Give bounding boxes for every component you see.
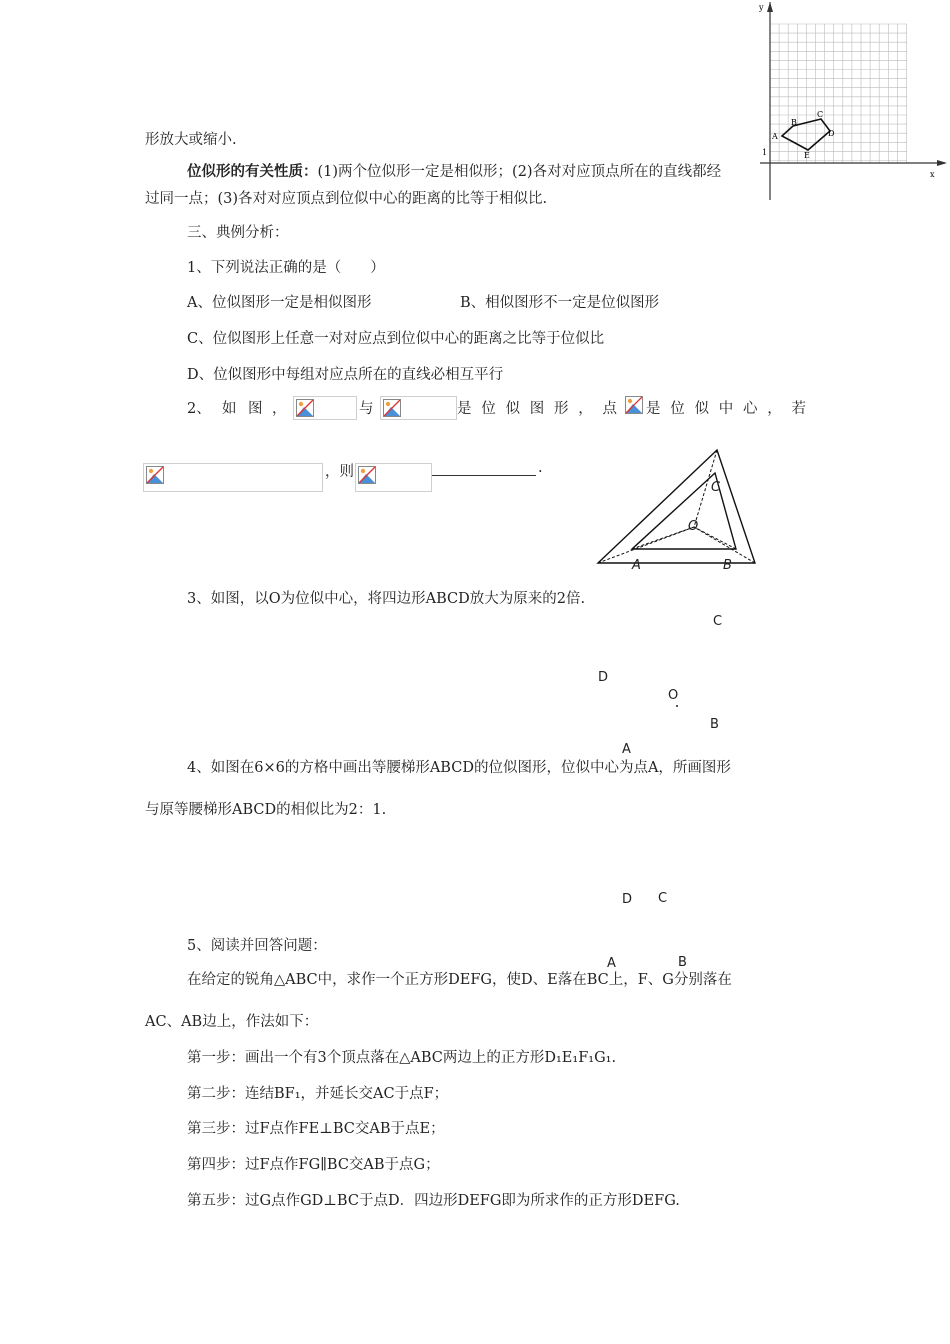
q3-label-a: A <box>622 742 631 757</box>
q1-option-a: A、位似图形一定是相似图形 <box>187 295 372 311</box>
grid-point-a: A <box>772 132 778 141</box>
q2-label-o: O <box>688 519 699 534</box>
grid-point-b: B <box>791 118 797 127</box>
q2-yu: 与 <box>359 401 374 417</box>
q2-answer-blank[interactable] <box>432 475 536 476</box>
image-placeholder-icon <box>625 396 643 414</box>
q2-image-triangle-2 <box>380 396 457 420</box>
grid-point-c: C <box>817 110 824 119</box>
q2-image-point <box>625 396 645 416</box>
properties-title: 位似形的有关性质： <box>187 164 318 180</box>
q4-label-d: D <box>622 892 633 907</box>
q4-label-c: C <box>658 891 668 906</box>
q5-paragraph-2: AC、AB边上，作法如下： <box>145 1014 319 1030</box>
q5-step-4: 第四步：过F点作FG∥BC交AB于点G； <box>187 1157 440 1173</box>
q3-label-b: B <box>710 717 719 732</box>
q4-label-a: A <box>607 956 616 971</box>
q2-is-similar-figure: 是 位 似 图 形 ， 点 <box>457 401 617 417</box>
q1-option-b: B、相似图形不一定是位似图形 <box>460 295 660 311</box>
q4-line-2: 与原等腰梯形ABCD的相似比为2：1. <box>145 802 387 818</box>
q1-stem: 1、下列说法正确的是（ ） <box>187 260 385 276</box>
q2-is-center: 是 位 似 中 心 ， 若 <box>646 401 806 417</box>
x-axis-label: x <box>930 170 935 179</box>
origin-label: 1 <box>762 148 768 157</box>
q3-center-point <box>676 705 678 707</box>
properties-line-1 <box>187 160 721 181</box>
q2-then: ，则 <box>325 464 354 480</box>
q5-step-1: 第一步：画出一个有3个顶点落在△ABC两边上的正方形D₁E₁F₁G₁. <box>187 1050 617 1066</box>
section-title: 三、典例分析： <box>187 225 289 241</box>
y-axis-label: y <box>759 3 764 12</box>
q5-step-5: 第五步：过G点作GD⊥BC于点D．四边形DEFG即为所求作的正方形DEFG. <box>187 1193 680 1209</box>
q5-step-3: 第三步：过F点作FE⊥BC交AB于点E； <box>187 1121 445 1137</box>
image-placeholder-icon <box>146 466 164 484</box>
q3-stem: 3、如图，以O为位似中心，将四边形ABCD放大为原来的2倍. <box>187 591 586 607</box>
q2-word-ru: 如 <box>222 401 237 417</box>
q2-image-triangle-1 <box>293 396 357 420</box>
q2-comma: ， <box>272 401 287 417</box>
q2-image-ratio-question <box>355 463 432 492</box>
q5-paragraph-1: 在给定的锐角△ABC中，求作一个正方形DEFG，使D、E落在BC上，F、G分别落在 <box>187 972 732 988</box>
image-placeholder-icon <box>358 466 376 484</box>
q2-label-a: A <box>632 558 641 573</box>
image-placeholder-icon <box>383 399 401 417</box>
q3-label-o: O <box>668 688 679 703</box>
properties-text-1: (1)两个位似形一定是相似形；(2)各对对应顶点所在的直线都经 <box>317 164 722 180</box>
q3-label-d: D <box>598 670 609 685</box>
q4-label-b: B <box>678 955 687 970</box>
q2-number: 2、 <box>187 401 211 417</box>
image-placeholder-icon <box>296 399 314 417</box>
q3-label-c: C <box>713 614 723 629</box>
properties-line-2: 过同一点；(3)各对对应顶点到位似中心的距离的比等于相似比. <box>145 191 548 207</box>
q4-line-1: 4、如图在6×6的方格中画出等腰梯形ABCD的位似图形，位似中心为点A，所画图形 <box>187 760 731 776</box>
q5-stem: 5、阅读并回答问题： <box>187 938 327 954</box>
grid-point-e: E <box>804 151 810 160</box>
q2-similar-triangles-figure <box>590 445 790 580</box>
q1-option-d: D、位似图形中每组对应点所在的直线必相互平行 <box>187 367 504 383</box>
intro-line: 形放大或缩小. <box>145 132 237 148</box>
q2-end: . <box>538 460 543 476</box>
grid-point-d: D <box>828 129 835 138</box>
q2-label-b: B <box>723 558 732 573</box>
q2-label-c: C <box>711 480 721 495</box>
q5-step-2: 第二步：连结BF₁，并延长交AC于点F； <box>187 1086 449 1102</box>
q1-option-c: C、位似图形上任意一对对应点到位似中心的距离之比等于位似比 <box>187 331 605 347</box>
q2-word-tu: 图 <box>248 401 263 417</box>
q2-image-ratio-condition <box>143 463 323 492</box>
coordinate-grid-figure <box>755 0 950 200</box>
